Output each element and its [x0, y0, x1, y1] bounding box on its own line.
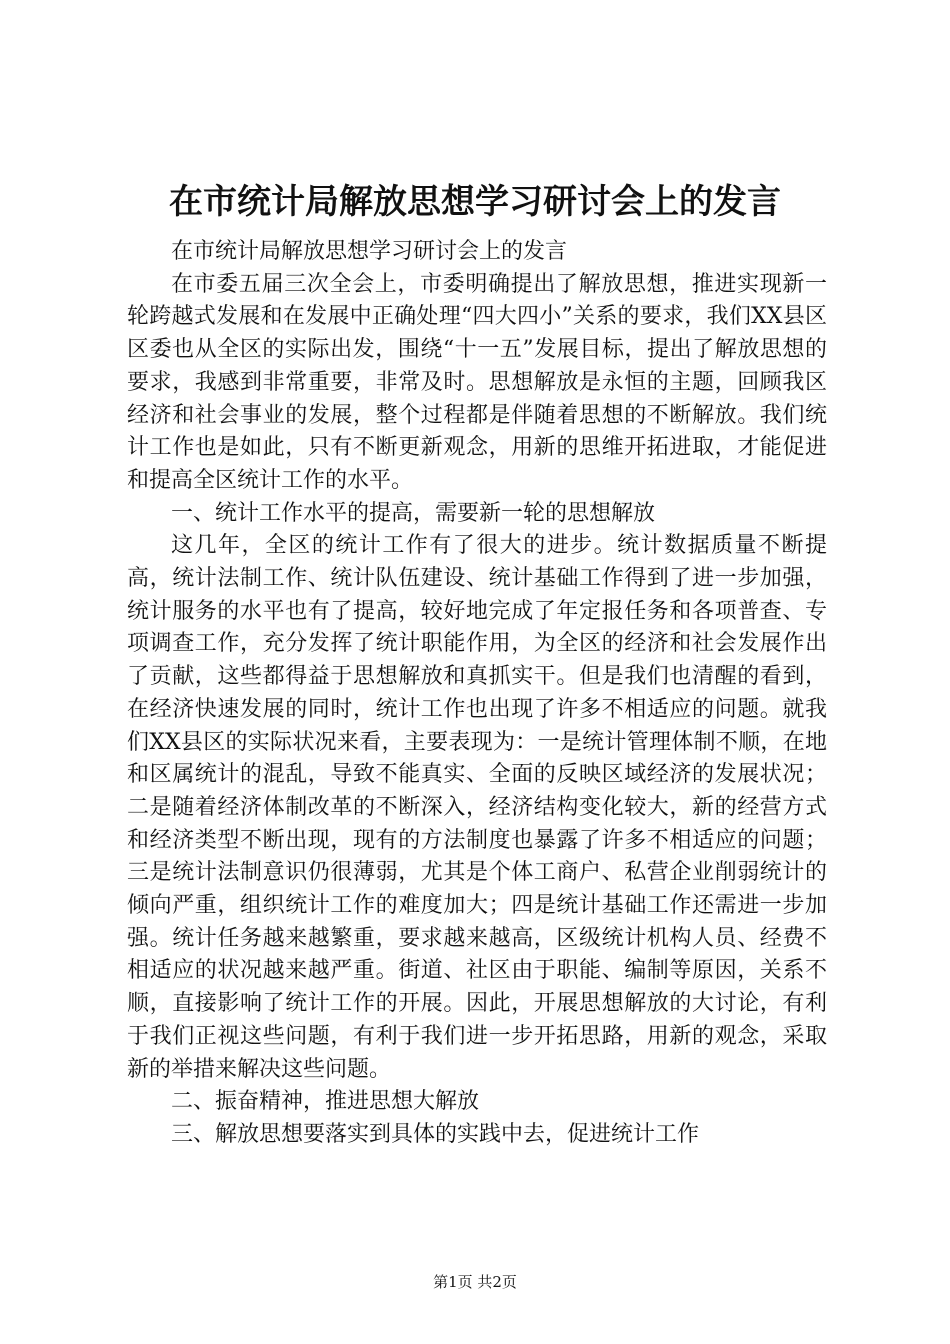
paragraph-subtitle: 在市统计局解放思想学习研讨会上的发言: [171, 239, 568, 264]
document-title: 在市统计局解放思想学习研讨会上的发言: [169, 182, 781, 222]
section-heading-3: 三、解放思想要落实到具体的实践中去，促进统计工作: [171, 1121, 700, 1147]
section-heading-1: 一、统计工作水平的提高，需要新一轮的思想解放: [171, 500, 656, 526]
section-heading-2: 二、振奋精神，推进思想大解放: [171, 1089, 480, 1115]
page-footer: 第1页 共2页: [433, 1273, 517, 1291]
document-body: [127, 236, 827, 1152]
paragraph-intro: 在市委五届三次全会上，市委明确提出了解放思想，推进实现新一轮跨越式发展和在发展中正确处理“四大四小”关系的要求，我们XX县区区委也从全区的实际出发，围绕“十一五”发展目标，提出了解放思想的要求，我感到非常重要，非常及时。思想解放是永恒的主题，回顾我区经济和社会事业的发展，整个过程都是伴随着思想的不断解放。我们统计工作也是如此，只有不断更新观念，用新的思维开拓进取，才能促进和提高全区统计工作的水平。: [127, 271, 827, 493]
paragraph-section-1: 这几年，全区的统计工作有了很大的进步。统计数据质量不断提高，统计法制工作、统计队伍建设、统计基础工作得到了进一步加强，统计服务的水平也有了提高，较好地完成了年定报任务和各项普查、专项调查工作，充分发挥了统计职能作用，为全区的经济和社会发展作出了贡献，这些都得益于思想解放和真抓实干。但是我们也清醒的看到，在经济快速发展的同时，统计工作也出现了许多不相适应的问题。就我们XX县区的实际状况来看，主要表现为：一是统计管理体制不顺，在地和区属统计的混乱，导致不能真实、全面的反映区域经济的发展状况；二是随着经济体制改革的不断深入，经济结构变化较大，新的经营方式和经济类型不断出现，现有的方法制度也暴露了许多不相适应的问题；三是统计法制意识仍很薄弱，尤其是个体工商户、私营企业削弱统计的倾向严重，组织统计工作的难度加大；四是统计基础工作还需进一步加强。统计任务越来越繁重，要求越来越高，区级统计机构人员、经费不相适应的状况越来越严重。街道、社区由于职能、编制等原因，关系不顺，直接影响了统计工作的开展。因此，开展思想解放的大讨论，有利于我们正视这些问题，有利于我们进一步开拓思路，用新的观念，采取新的举措来解决这些问题。: [127, 533, 827, 1082]
